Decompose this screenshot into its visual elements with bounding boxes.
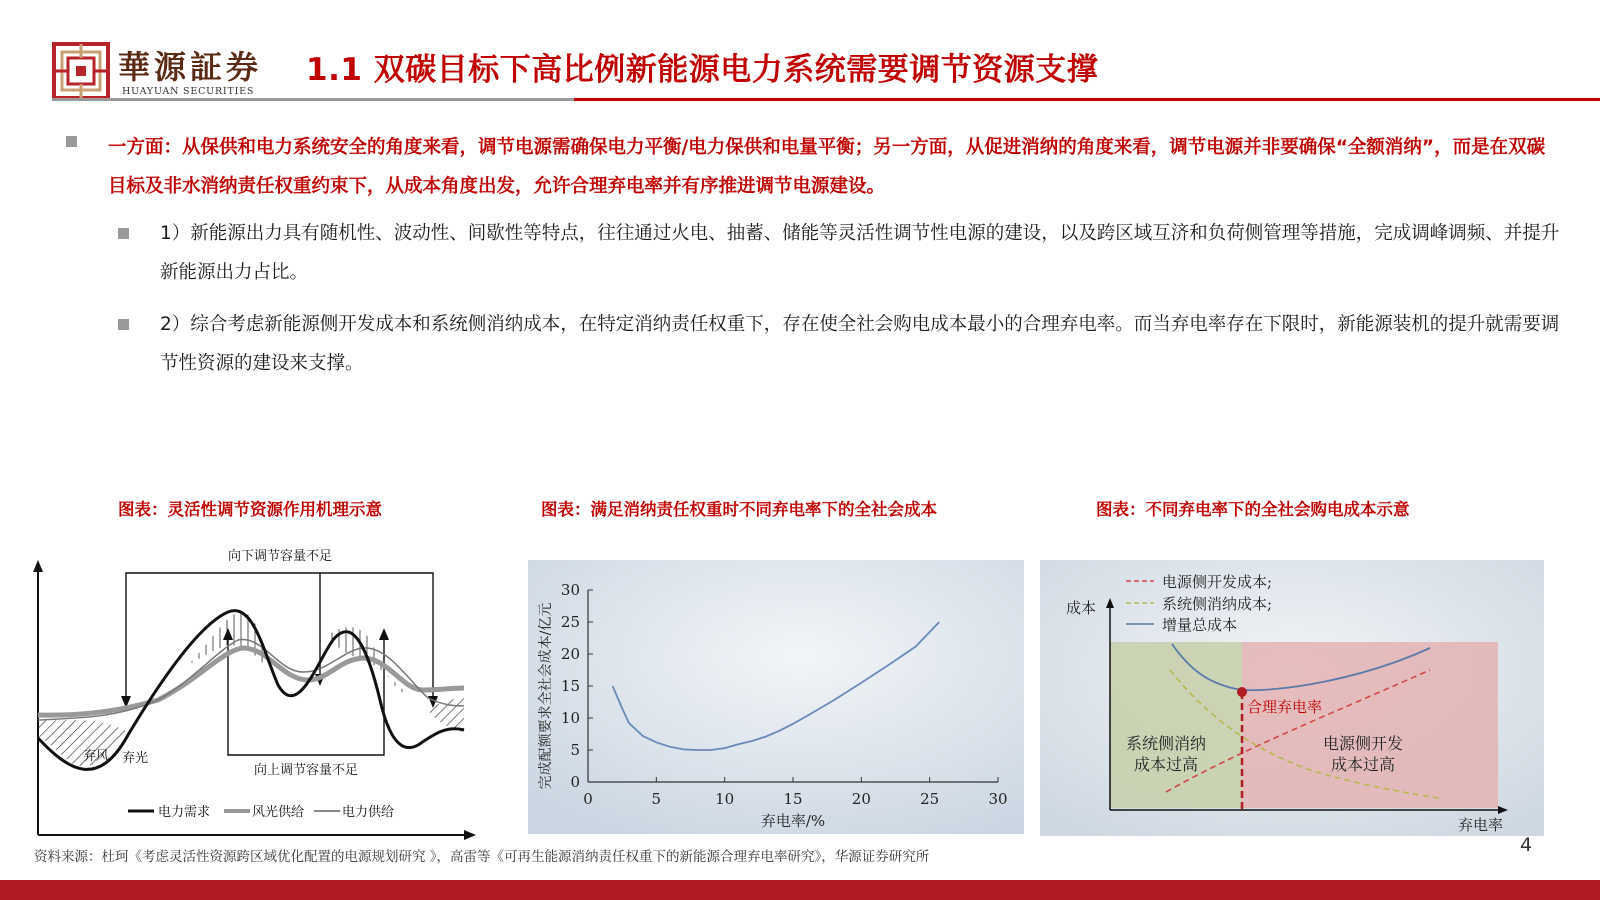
chart2-x-tick-label: 30	[988, 790, 1008, 808]
figure-1-caption: 图表：灵活性调节资源作用机理示意	[118, 500, 382, 519]
fig1-legend-windsolar: 风光供给	[252, 805, 305, 820]
chart3-y-axis-label: 成本	[1066, 599, 1097, 617]
chart3-optimum-label: 合理弃电率	[1247, 698, 1323, 716]
chart3-legend-absorb: 系统侧消纳成本;	[1162, 595, 1273, 613]
page-number: 4	[1520, 834, 1533, 856]
chart2-x-tick-label: 5	[651, 790, 662, 808]
main-point-paragraph: 一方面：从保供和电力系统安全的角度来看，调节电源需确保电力平衡/电力保供和电量平衡；另一方面，从促进消纳的角度来看，调节电源并非要确保“全额消纳”，而是在双碳目标及非水消纳责任权重约束下，从成本角度出发，允许合理弃电率并有序推进调节电源建设。	[108, 137, 1546, 197]
chart2-y-tick-label: 25	[560, 613, 580, 631]
chart3-left-region	[1110, 642, 1242, 808]
chart2-y-tick-label: 5	[570, 741, 580, 759]
chart2-y-axis-label: 完成配额要求全社会成本/亿元	[538, 602, 554, 790]
fig1-wind-solar-supply-curve	[38, 648, 464, 715]
bullet-square-icon	[66, 136, 77, 147]
chart2-y-tick-label: 15	[560, 677, 580, 695]
chart2-y-tick-label: 10	[560, 709, 580, 727]
chart2-x-tick-label: 10	[715, 790, 735, 808]
fig1-label-curtail-solar: 弃光	[122, 751, 149, 766]
bullet-square-icon	[118, 319, 129, 330]
fig1-arrow-up-right-icon	[379, 628, 389, 640]
chart2-y-tick-label: 20	[560, 645, 580, 663]
title-rule-red	[574, 98, 1600, 101]
sub-point-1-paragraph: 1）新能源出力具有随机性、波动性、间歇性等特点，往往通过火电、抽蓄、储能等灵活性调节性电源的建设，以及跨区域互济和负荷侧管理等措施，完成调峰调频、并提升新能源出力占比。	[160, 223, 1560, 283]
chart3-legend-dev: 电源侧开发成本;	[1162, 573, 1273, 591]
fig1-label-bottom: 向上调节容量不足	[253, 763, 359, 778]
source-note: 资料来源：杜珂《考虑灵活性资源跨区域优化配置的电源规划研究 》，高雷等《可再生能源消纳责任权重下的新能源合理弃电率研究》，华源证券研究所	[34, 849, 930, 865]
slide-title: 1.1 双碳目标下高比例新能源电力系统需要调节资源支撑	[306, 52, 1099, 88]
footer-bar	[0, 880, 1600, 900]
chart2-x-tick-label: 15	[783, 790, 803, 808]
chart2-x-tick-label: 0	[583, 790, 593, 808]
chart3-right-region-label-2: 成本过高	[1330, 755, 1396, 774]
chart3-left-region-label-2: 成本过高	[1133, 755, 1199, 774]
figure-1-mechanism-diagram	[28, 540, 478, 840]
chart2-x-tick-label: 25	[920, 790, 940, 808]
fig1-label-curtail-wind: 弃风	[83, 749, 110, 764]
chart2-y-tick-label: 0	[570, 773, 580, 791]
fig1-legend-demand: 电力需求	[158, 805, 211, 820]
chart3-right-region-label-1: 电源侧开发	[1322, 734, 1404, 753]
chart3-legend-total: 增量总成本	[1162, 616, 1238, 634]
chart2-background	[528, 560, 1024, 834]
figure-2-line-chart	[528, 560, 1024, 834]
chart3-x-axis-label: 弃电率	[1458, 816, 1504, 834]
sub-point-2-paragraph: 2）综合考虑新能源侧开发成本和系统侧消纳成本，在特定消纳责任权重下，存在使全社会购电成本最小的合理弃电率。而当弃电率存在下限时，新能源装机的提升就需要调节性资源的建设来支撑。	[160, 314, 1560, 374]
fig1-legend-supply: 电力供给	[342, 805, 395, 820]
chart2-y-tick-label: 30	[560, 581, 580, 599]
company-logo	[52, 40, 282, 102]
logo-english-name: HUAYUAN SECURITIES	[122, 86, 255, 97]
figure-3-caption: 图表：不同弃电率下的全社会购电成本示意	[1096, 500, 1410, 519]
figure-3-cost-schematic	[1040, 560, 1544, 836]
fig1-x-arrow-icon	[464, 830, 476, 840]
chart3-right-region	[1242, 642, 1498, 808]
huayuan-seal-logo-icon	[52, 42, 110, 100]
chart2-x-tick-label: 20	[851, 790, 871, 808]
fig1-label-top: 向下调节容量不足	[227, 549, 333, 564]
chart3-left-region-label-1: 系统侧消纳	[1125, 734, 1207, 753]
logo-chinese-name: 華源証券	[118, 48, 263, 86]
chart2-x-axis-label: 弃电率/%	[760, 812, 826, 830]
chart3-optimum-point	[1237, 687, 1247, 697]
fig1-y-arrow-icon	[33, 560, 43, 572]
title-rule-gray	[52, 98, 574, 101]
bullet-square-icon	[118, 228, 129, 239]
figure-2-caption: 图表：满足消纳责任权重时不同弃电率下的全社会成本	[541, 500, 937, 519]
